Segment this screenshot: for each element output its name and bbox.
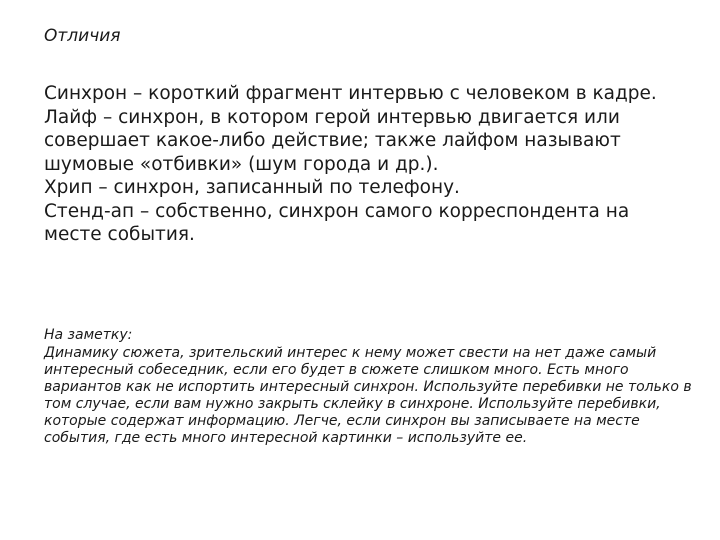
note-text: Динамику сюжета, зрительский интерес к нему может свести на нет даже самый интересный собеседник, если его будет в сюжете слишком много. Есть много вариантов как не испортить интересный синхрон. Используйте перебивки не только в том случае, если вам нужно закрыть склейку в синхроне. Используйте перебивки, которые содержат информацию. Легче, если синхрон вы записываете на месте события, где есть много интересной картинки – используйте ее. xyxy=(44,345,692,446)
note-block xyxy=(44,327,694,447)
definition-laif: Лайф – синхрон, в котором герой интервью двигается или совершает какое-либо действие; также лайфом называют шумовые «отбивки» (шум города и др.). xyxy=(44,106,621,175)
definitions-list xyxy=(44,82,689,247)
note-heading: На заметку: xyxy=(44,327,133,343)
definition-khrip: Хрип – синхрон, записанный по телефону. xyxy=(44,177,460,198)
definition-sinkhron: Синхрон – короткий фрагмент интервью с человеком в кадре. xyxy=(44,83,657,104)
slide-title: Отличия xyxy=(44,26,121,46)
definition-stend-ap: Стенд-ап – собственно, синхрон самого корреспондента на месте события. xyxy=(44,200,630,245)
